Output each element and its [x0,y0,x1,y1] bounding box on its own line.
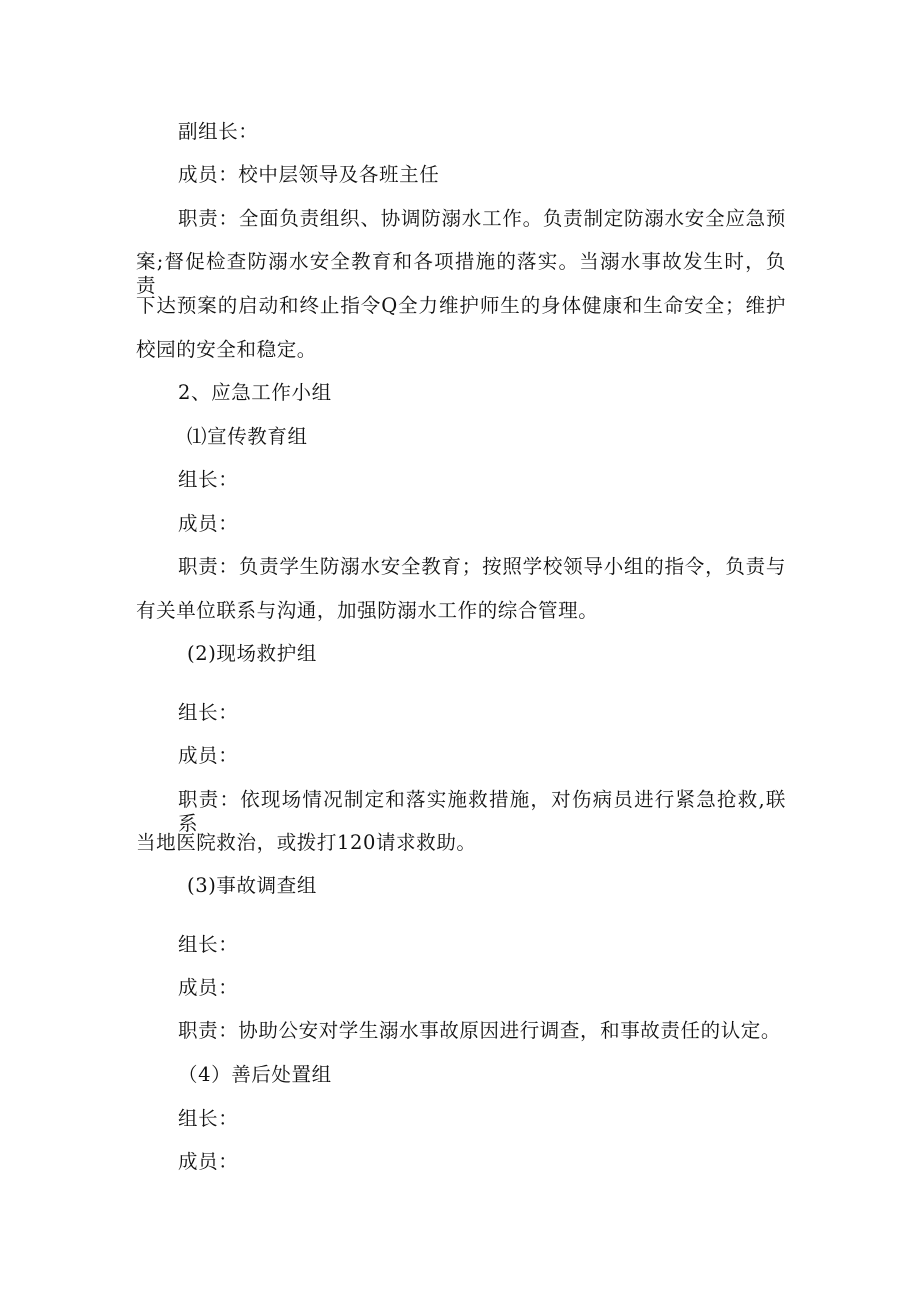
group-leader-line: 组长： [178,933,239,956]
duty-paragraph-line-1-text: 职责：全面负责组织、协调防溺水工作。负责制定防溺水安全应急预 [178,207,786,230]
rescue-duty-line-2: 当地医院救治，或拨打120请求救助。 [136,831,477,854]
duty-paragraph-line-3: 下达预案的启动和终止指令Q全力维护师生的身体健康和生命安全；维护 [136,294,786,317]
group-members-line: 成员： [178,512,239,535]
group-heading-onsite-rescue: (2)现场救护组 [187,642,317,665]
investigation-duty-line: 职责：协助公安对学生溺水事故原因进行调查，和事故责任的认定。 [178,1019,782,1042]
group-heading-aftermath-handling: （4）善后处置组 [178,1063,332,1086]
group-heading-accident-investigation: (3)事故调查组 [187,874,317,897]
deputy-leader-line: 副组长： [178,120,259,143]
group-members-line: 成员： [178,976,239,999]
group-members-line: 成员： [178,1150,239,1173]
group-leader-line: 组长： [178,468,239,491]
members-line: 成员：校中层领导及各班主任 [178,163,440,186]
group-heading-publicity-education: ⑴宣传教育组 [187,425,308,448]
section-heading-emergency-groups: 2、应急工作小组 [178,381,332,404]
education-duty-line-1: 职责：负责学生防溺水安全教育；按照学校领导小组的指令，负责与 [178,555,786,578]
group-members-line: 成员： [178,744,239,767]
group-leader-line: 组长： [178,1107,239,1130]
group-leader-line: 组长： [178,701,239,724]
rescue-duty-line-1: 职责：依现场情况制定和落实施救措施，对伤病员进行紧急抢救,联系 [178,788,786,835]
rescue-duty-line-1-wrap [178,788,786,835]
duty-paragraph-line-1 [178,207,786,231]
duty-paragraph-line-2: 案;督促检查防溺水安全教育和各项措施的落实。当溺水事故发生时，负责 [136,250,786,297]
education-duty-line-2: 有关单位联系与沟通，加强防溺水工作的综合管理。 [136,599,599,622]
duty-paragraph-line-4: 校园的安全和稳定。 [136,338,317,361]
education-duty-line-1-wrap [178,555,786,579]
